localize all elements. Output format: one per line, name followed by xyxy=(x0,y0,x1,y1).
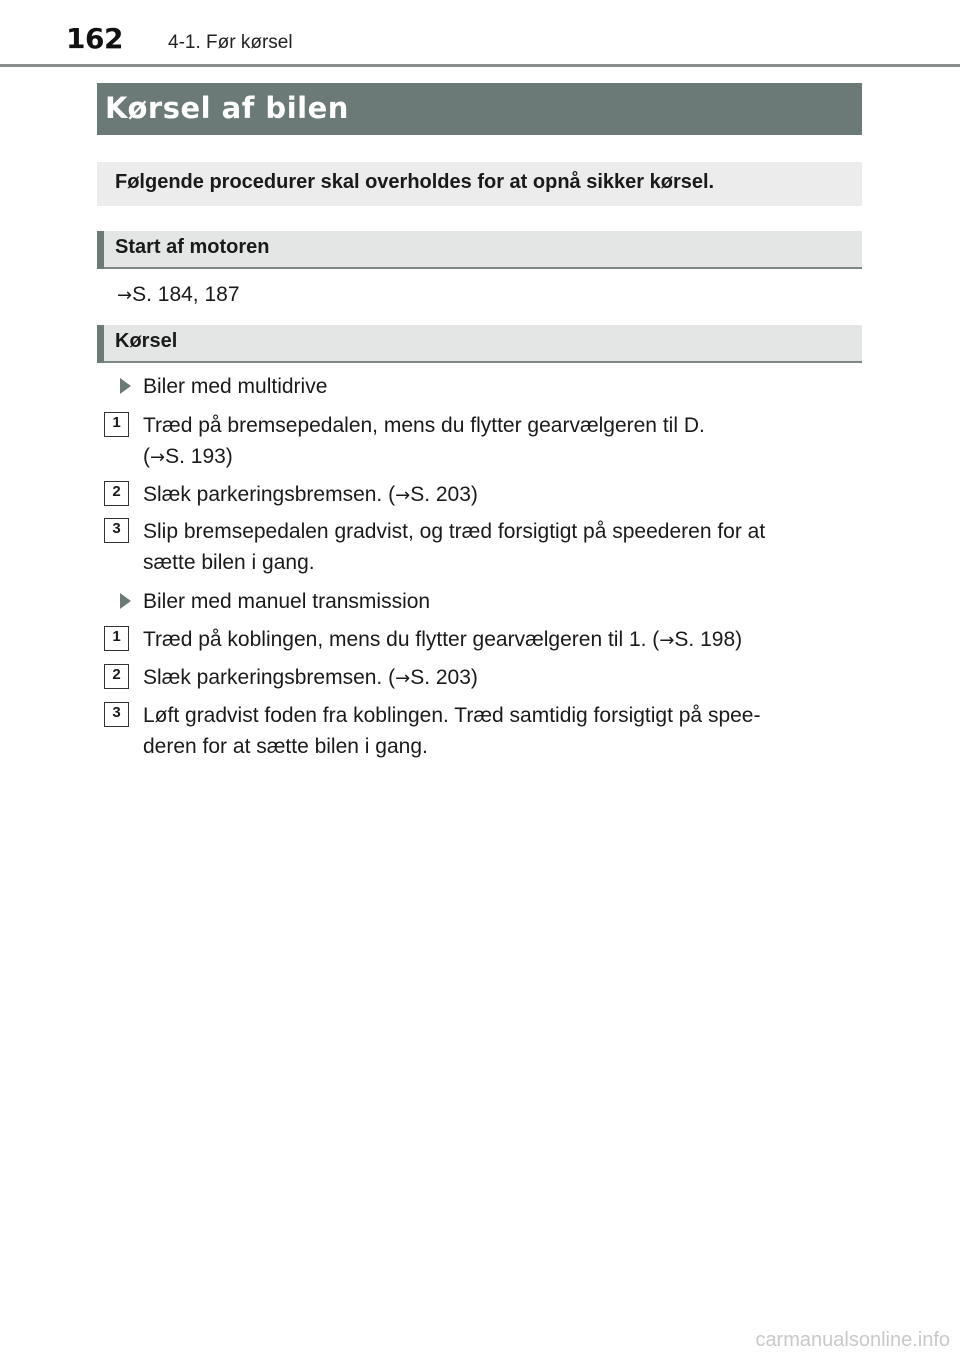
arrow-right-icon: → xyxy=(150,447,166,468)
step-line: Træd på bremsepedalen, mens du flytter gearvælgeren til D. xyxy=(143,414,705,437)
section-heading-label: Kørsel xyxy=(115,330,178,352)
start-reference[interactable] xyxy=(117,279,240,311)
step-line[interactable] xyxy=(143,441,863,473)
page-header xyxy=(0,0,960,68)
step-text[interactable] xyxy=(143,662,863,694)
step-number-box xyxy=(104,702,129,727)
step-text xyxy=(143,516,863,578)
step-number-box xyxy=(104,664,129,689)
step-number: 1 xyxy=(112,628,121,645)
step-text[interactable] xyxy=(143,479,863,511)
section-heading-label: Start af motoren xyxy=(115,236,270,258)
step-number: 2 xyxy=(112,483,121,500)
arrow-right-icon: → xyxy=(117,285,133,306)
arrow-right-icon: → xyxy=(395,485,411,506)
step-line: Træd på koblingen, mens du flytter gearvælgeren til 1. ( xyxy=(143,628,660,651)
step-number-box xyxy=(104,626,129,651)
page-reference: S. 203) xyxy=(410,483,478,506)
step-text xyxy=(143,410,863,473)
step-line: Slæk parkeringsbremsen. ( xyxy=(143,483,396,506)
step-number: 1 xyxy=(112,414,121,431)
header-divider xyxy=(0,64,960,67)
subheading-multidrive: Biler med multidrive xyxy=(143,375,328,398)
step-text xyxy=(143,700,863,762)
step-line: deren for at sætte bilen i gang. xyxy=(143,735,428,758)
intro-box xyxy=(97,162,862,206)
step-number: 3 xyxy=(112,704,121,721)
step-line: Slæk parkeringsbremsen. ( xyxy=(143,666,396,689)
section-heading-start xyxy=(97,231,862,269)
intro-text: Følgende procedurer skal overholdes for at opnå sikker kørsel. xyxy=(115,171,715,193)
watermark: carmanualsonline.info xyxy=(755,1329,950,1351)
triangle-bullet-icon xyxy=(120,593,131,609)
step-line: Løft gradvist foden fra koblingen. Træd samtidig forsigtigt på spee- xyxy=(143,704,761,727)
arrow-right-icon: → xyxy=(395,668,411,689)
chapter-label: 4-1. Før kørsel xyxy=(168,32,293,53)
subheading-manual: Biler med manuel transmission xyxy=(143,590,431,613)
arrow-right-icon: → xyxy=(659,630,675,651)
start-reference-text: S. 184, 187 xyxy=(132,283,240,306)
step-line: Slip bremsepedalen gradvist, og træd forsigtigt på speederen for at xyxy=(143,520,766,543)
section-heading-driving xyxy=(97,325,862,363)
step-number-box xyxy=(104,481,129,506)
step-number: 2 xyxy=(112,666,121,683)
page-reference: S. 203) xyxy=(410,666,478,689)
title-bar xyxy=(97,83,862,135)
triangle-bullet-icon xyxy=(120,378,131,394)
paren-open: ( xyxy=(143,445,150,468)
step-line: sætte bilen i gang. xyxy=(143,551,315,574)
section-heading-bar xyxy=(97,231,104,269)
step-number: 3 xyxy=(112,520,121,537)
step-number-box xyxy=(104,412,129,437)
step-text[interactable] xyxy=(143,624,863,656)
page-reference: S. 193) xyxy=(165,445,233,468)
section-heading-bar xyxy=(97,325,104,363)
page-reference: S. 198) xyxy=(674,628,743,651)
step-number-box xyxy=(104,518,129,543)
page-title: Kørsel af bilen xyxy=(105,91,349,125)
page-number: 162 xyxy=(66,22,123,55)
